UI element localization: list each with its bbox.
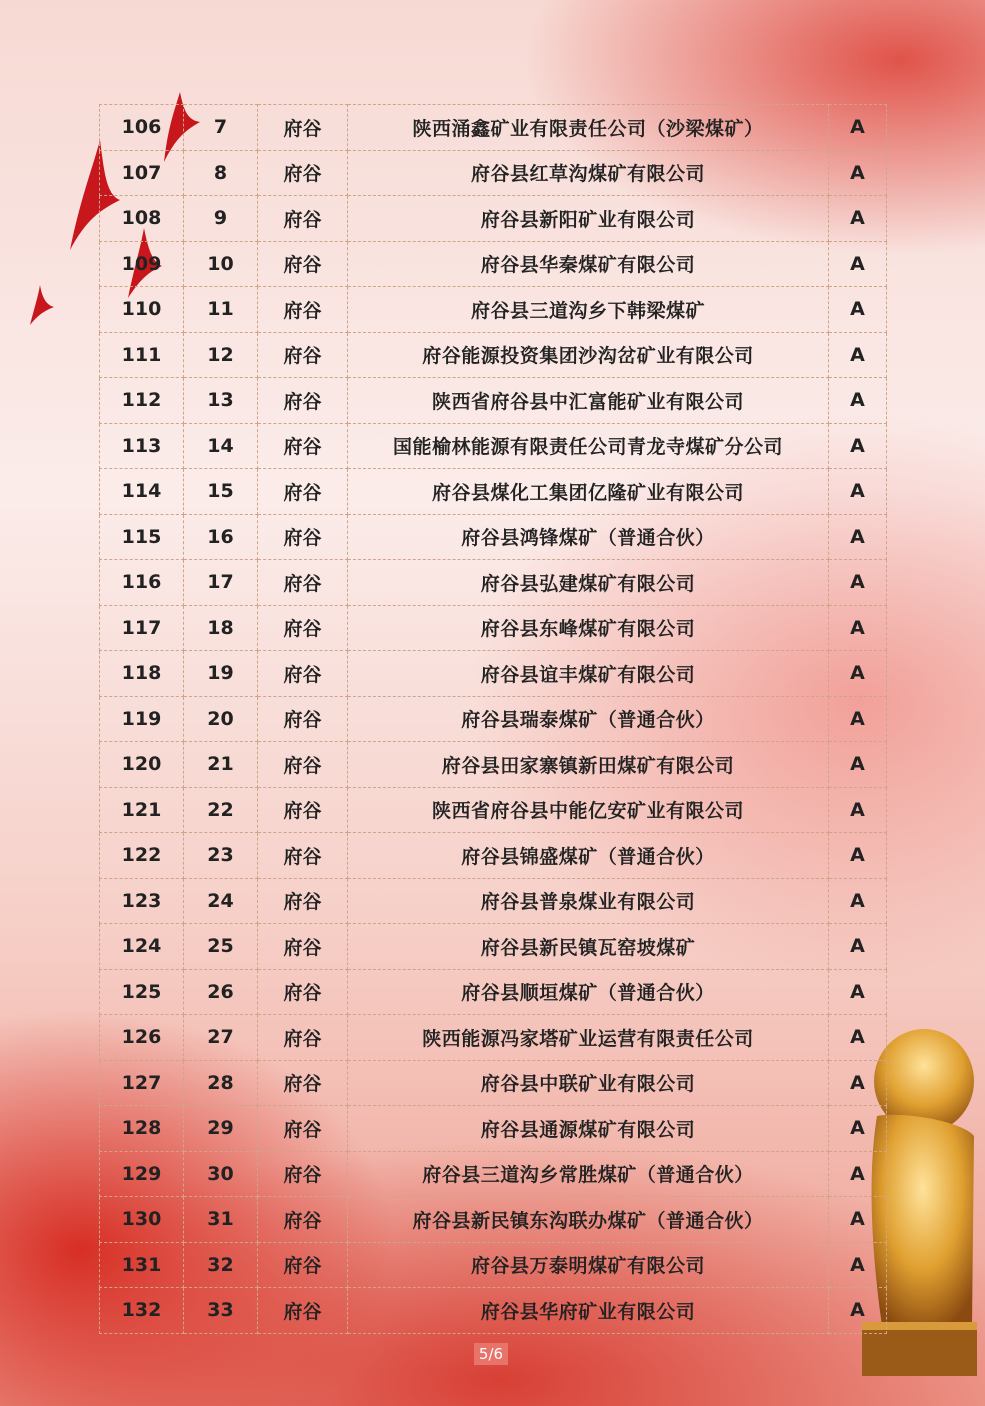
district-index: 26 [184,969,258,1015]
serial-number: 126 [100,1015,184,1061]
table-row [100,1242,887,1288]
serial-number: 117 [100,605,184,651]
company-name: 府谷县煤化工集团亿隆矿业有限公司 [348,469,829,515]
table-row [100,787,887,833]
table-row [100,1015,887,1061]
serial-number: 125 [100,969,184,1015]
company-name: 府谷能源投资集团沙沟岔矿业有限公司 [348,332,829,378]
district-name: 府谷 [258,560,348,606]
table-row [100,1060,887,1106]
serial-number: 114 [100,469,184,515]
company-name: 陕西涌鑫矿业有限责任公司（沙梁煤矿） [348,105,829,151]
table-row [100,651,887,697]
table-row [100,196,887,242]
grade-value: A [829,924,887,970]
company-name: 府谷县华秦煤矿有限公司 [348,241,829,287]
district-name: 府谷 [258,924,348,970]
table-row [100,1151,887,1197]
grade-value: A [829,105,887,151]
company-name: 陕西省府谷县中汇富能矿业有限公司 [348,378,829,424]
district-index: 28 [184,1060,258,1106]
district-index: 19 [184,651,258,697]
table-row [100,833,887,879]
grade-value: A [829,514,887,560]
company-name: 府谷县谊丰煤矿有限公司 [348,651,829,697]
district-name: 府谷 [258,878,348,924]
district-index: 8 [184,150,258,196]
serial-number: 106 [100,105,184,151]
serial-number: 118 [100,651,184,697]
district-name: 府谷 [258,1106,348,1152]
district-index: 23 [184,833,258,879]
district-name: 府谷 [258,1151,348,1197]
table-row [100,241,887,287]
district-index: 25 [184,924,258,970]
company-name: 府谷县弘建煤矿有限公司 [348,560,829,606]
district-name: 府谷 [258,605,348,651]
page-indicator: 5/6 [474,1343,508,1365]
district-index: 30 [184,1151,258,1197]
district-name: 府谷 [258,1288,348,1334]
company-name: 府谷县普泉煤业有限公司 [348,878,829,924]
grade-value: A [829,150,887,196]
grade-value: A [829,1197,887,1243]
serial-number: 120 [100,742,184,788]
company-name: 府谷县顺垣煤矿（普通合伙） [348,969,829,1015]
district-name: 府谷 [258,833,348,879]
grade-value: A [829,241,887,287]
district-index: 33 [184,1288,258,1334]
district-name: 府谷 [258,1242,348,1288]
district-index: 27 [184,1015,258,1061]
district-index: 7 [184,105,258,151]
district-name: 府谷 [258,332,348,378]
grade-value: A [829,969,887,1015]
grade-value: A [829,560,887,606]
district-index: 15 [184,469,258,515]
district-name: 府谷 [258,1060,348,1106]
district-index: 24 [184,878,258,924]
company-name: 府谷县新民镇瓦窑坡煤矿 [348,924,829,970]
company-name: 府谷县田家寨镇新田煤矿有限公司 [348,742,829,788]
serial-number: 111 [100,332,184,378]
company-name: 府谷县红草沟煤矿有限公司 [348,150,829,196]
company-name: 府谷县鸿锋煤矿（普通合伙） [348,514,829,560]
district-name: 府谷 [258,469,348,515]
table-row [100,150,887,196]
serial-number: 108 [100,196,184,242]
table-row [100,378,887,424]
district-name: 府谷 [258,696,348,742]
district-name: 府谷 [258,287,348,333]
serial-number: 124 [100,924,184,970]
district-index: 32 [184,1242,258,1288]
serial-number: 119 [100,696,184,742]
grade-value: A [829,469,887,515]
table-row [100,560,887,606]
table-row [100,696,887,742]
table-row [100,332,887,378]
district-index: 16 [184,514,258,560]
grade-value: A [829,196,887,242]
serial-number: 130 [100,1197,184,1243]
company-name: 府谷县三道沟乡下韩梁煤矿 [348,287,829,333]
serial-number: 131 [100,1242,184,1288]
serial-number: 107 [100,150,184,196]
company-name: 府谷县新民镇东沟联办煤矿（普通合伙） [348,1197,829,1243]
district-name: 府谷 [258,150,348,196]
company-name: 府谷县万泰明煤矿有限公司 [348,1242,829,1288]
serial-number: 116 [100,560,184,606]
district-index: 9 [184,196,258,242]
serial-number: 132 [100,1288,184,1334]
district-name: 府谷 [258,787,348,833]
grade-value: A [829,1015,887,1061]
grade-value: A [829,423,887,469]
district-name: 府谷 [258,651,348,697]
bird-decoration-4 [30,285,54,325]
district-index: 11 [184,287,258,333]
grade-value: A [829,287,887,333]
district-name: 府谷 [258,514,348,560]
district-index: 31 [184,1197,258,1243]
serial-number: 123 [100,878,184,924]
company-name: 府谷县通源煤矿有限公司 [348,1106,829,1152]
serial-number: 115 [100,514,184,560]
company-name: 府谷县中联矿业有限公司 [348,1060,829,1106]
table-row [100,423,887,469]
district-index: 20 [184,696,258,742]
district-name: 府谷 [258,969,348,1015]
table-row [100,514,887,560]
grade-value: A [829,378,887,424]
grade-value: A [829,1242,887,1288]
district-name: 府谷 [258,196,348,242]
table-row [100,1288,887,1334]
table-row [100,742,887,788]
grade-value: A [829,742,887,788]
table-row [100,1106,887,1152]
grade-value: A [829,605,887,651]
serial-number: 122 [100,833,184,879]
company-name: 陕西能源冯家塔矿业运营有限责任公司 [348,1015,829,1061]
company-name: 府谷县锦盛煤矿（普通合伙） [348,833,829,879]
table-row [100,469,887,515]
district-index: 13 [184,378,258,424]
district-name: 府谷 [258,105,348,151]
company-name: 府谷县新阳矿业有限公司 [348,196,829,242]
serial-number: 113 [100,423,184,469]
serial-number: 110 [100,287,184,333]
grade-value: A [829,332,887,378]
district-index: 14 [184,423,258,469]
table-row [100,1197,887,1243]
serial-number: 121 [100,787,184,833]
district-index: 12 [184,332,258,378]
company-name: 府谷县瑞泰煤矿（普通合伙） [348,696,829,742]
district-index: 18 [184,605,258,651]
district-name: 府谷 [258,241,348,287]
grade-value: A [829,696,887,742]
grade-value: A [829,1288,887,1334]
serial-number: 109 [100,241,184,287]
grade-value: A [829,1106,887,1152]
district-name: 府谷 [258,378,348,424]
serial-number: 128 [100,1106,184,1152]
company-name: 陕西省府谷县中能亿安矿业有限公司 [348,787,829,833]
district-index: 29 [184,1106,258,1152]
district-index: 21 [184,742,258,788]
district-index: 17 [184,560,258,606]
grade-value: A [829,1151,887,1197]
grade-value: A [829,1060,887,1106]
grade-value: A [829,878,887,924]
serial-number: 129 [100,1151,184,1197]
serial-number: 112 [100,378,184,424]
company-name: 国能榆林能源有限责任公司青龙寺煤矿分公司 [348,423,829,469]
table-row [100,287,887,333]
company-name: 府谷县华府矿业有限公司 [348,1288,829,1334]
grade-value: A [829,787,887,833]
table-row [100,878,887,924]
district-name: 府谷 [258,742,348,788]
company-name: 府谷县三道沟乡常胜煤矿（普通合伙） [348,1151,829,1197]
serial-number: 127 [100,1060,184,1106]
district-index: 10 [184,241,258,287]
grade-value: A [829,833,887,879]
district-index: 22 [184,787,258,833]
table-row [100,924,887,970]
district-name: 府谷 [258,423,348,469]
table-row [100,969,887,1015]
district-name: 府谷 [258,1197,348,1243]
grade-value: A [829,651,887,697]
coal-mine-grade-table [99,104,887,1334]
table-row [100,105,887,151]
district-name: 府谷 [258,1015,348,1061]
table-row [100,605,887,651]
company-name: 府谷县东峰煤矿有限公司 [348,605,829,651]
